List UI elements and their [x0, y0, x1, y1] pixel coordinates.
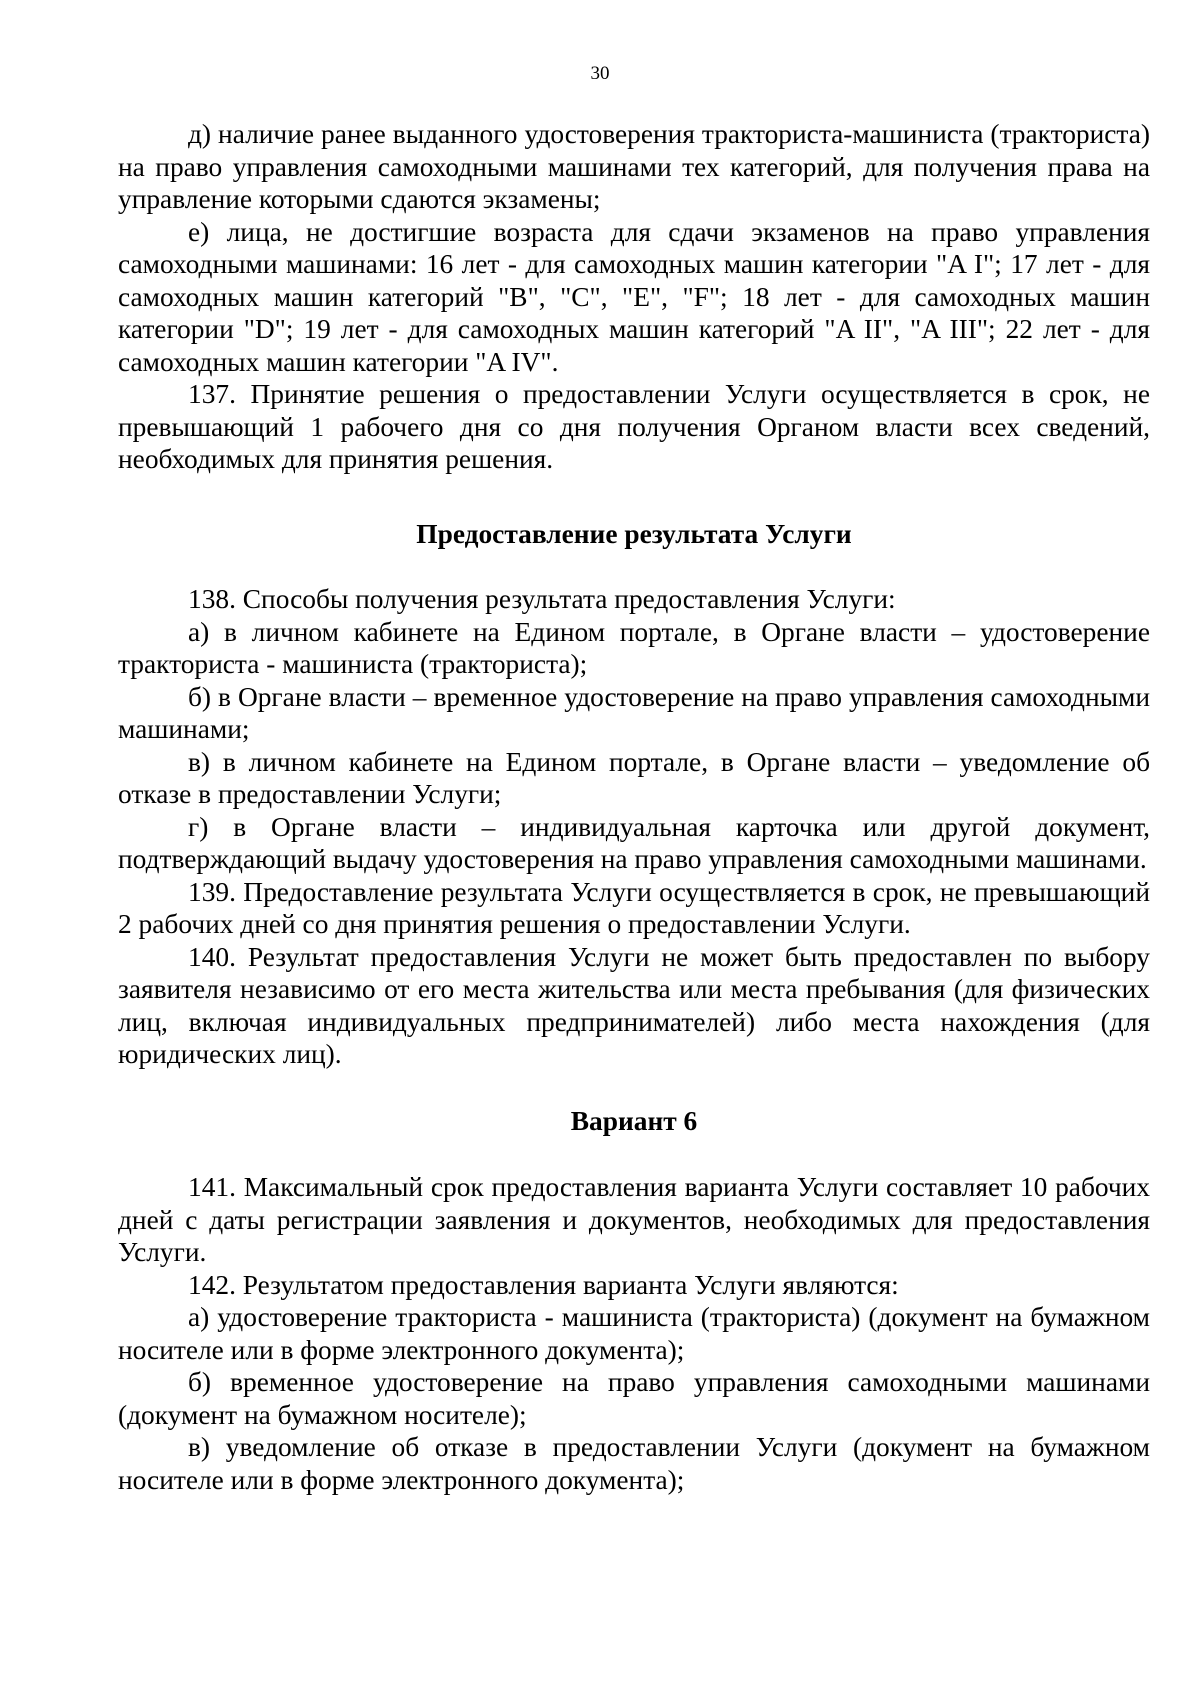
- paragraph-142-b: б) временное удостоверение на право управления самоходными машинами (документ на бумажном носителе);: [118, 1367, 1150, 1430]
- paragraph-138-v: в) в личном кабинете на Едином портале, в Органе власти – уведомление об отказе в предоставлении Услуги;: [118, 746, 1150, 809]
- paragraph-d: д) наличие ранее выданного удостоверения тракториста-машиниста (тракториста) на право управления самоходными машинами тех категорий, для получения права на управление которыми сдаются экзамены;: [118, 119, 1150, 214]
- page-number: 30: [590, 63, 610, 84]
- paragraph-142: 142. Результатом предоставления варианта Услуги являются:: [188, 1269, 899, 1300]
- section-heading-variant-6: Вариант 6: [570, 1105, 698, 1136]
- paragraph-139: 139. Предоставление результата Услуги осуществляется в срок, не превышающий 2 рабочих дней со дня принятия решения о предоставлении Услуги.: [118, 876, 1150, 939]
- paragraph-141: 141. Максимальный срок предоставления варианта Услуги составляет 10 рабочих дней с даты регистрации заявления и документов, необходимых для предоставления Услуги.: [118, 1172, 1150, 1267]
- paragraph-142-v: в) уведомление об отказе в предоставлении Услуги (документ на бумажном носителе или в форме электронного документа);: [118, 1432, 1150, 1495]
- section-heading-result: Предоставление результата Услуги: [416, 518, 852, 549]
- paragraph-138: 138. Способы получения результата предоставления Услуги:: [188, 584, 896, 614]
- paragraph-138-a: а) в личном кабинете на Едином портале, в Органе власти – удостоверение тракториста - машиниста (тракториста);: [118, 616, 1150, 679]
- paragraph-142-a: а) удостоверение тракториста - машиниста (тракториста) (документ на бумажном носителе или в форме электронного документа);: [118, 1302, 1150, 1365]
- paragraph-140: 140. Результат предоставления Услуги не может быть предоставлен по выбору заявителя независимо от его места жительства или места пребывания (для физических лиц, включая индивидуальных предпринимателей) либо места нахождения (для юридических лиц).: [118, 941, 1150, 1069]
- document-body: [118, 118, 1150, 1496]
- paragraph-137: 137. Принятие решения о предоставлении Услуги осуществляется в срок, не превышающий 1 рабочего дня со дня получения Органом власти всех сведений, необходимых для принятия решения.: [118, 379, 1150, 474]
- paragraph-138-g: г) в Органе власти – индивидуальная карточка или другой документ, подтверждающий выдачу удостоверения на право управления самоходными машинами.: [118, 811, 1150, 874]
- paragraph-138-b: б) в Органе власти – временное удостоверение на право управления самоходными машинами;: [118, 681, 1150, 744]
- paragraph-e: е) лица, не достигшие возраста для сдачи экзаменов на право управления самоходными машинами: 16 лет - для самоходных машин категории "A I"; 17 лет - для самоходных машин категорий "B", "C", "E", "F"; 18 лет - для самоходных машин категории "D"; 19 лет - для самоходных машин категорий "A II", "A III"; 22 лет - для самоходных машин категории "A IV".: [118, 216, 1150, 377]
